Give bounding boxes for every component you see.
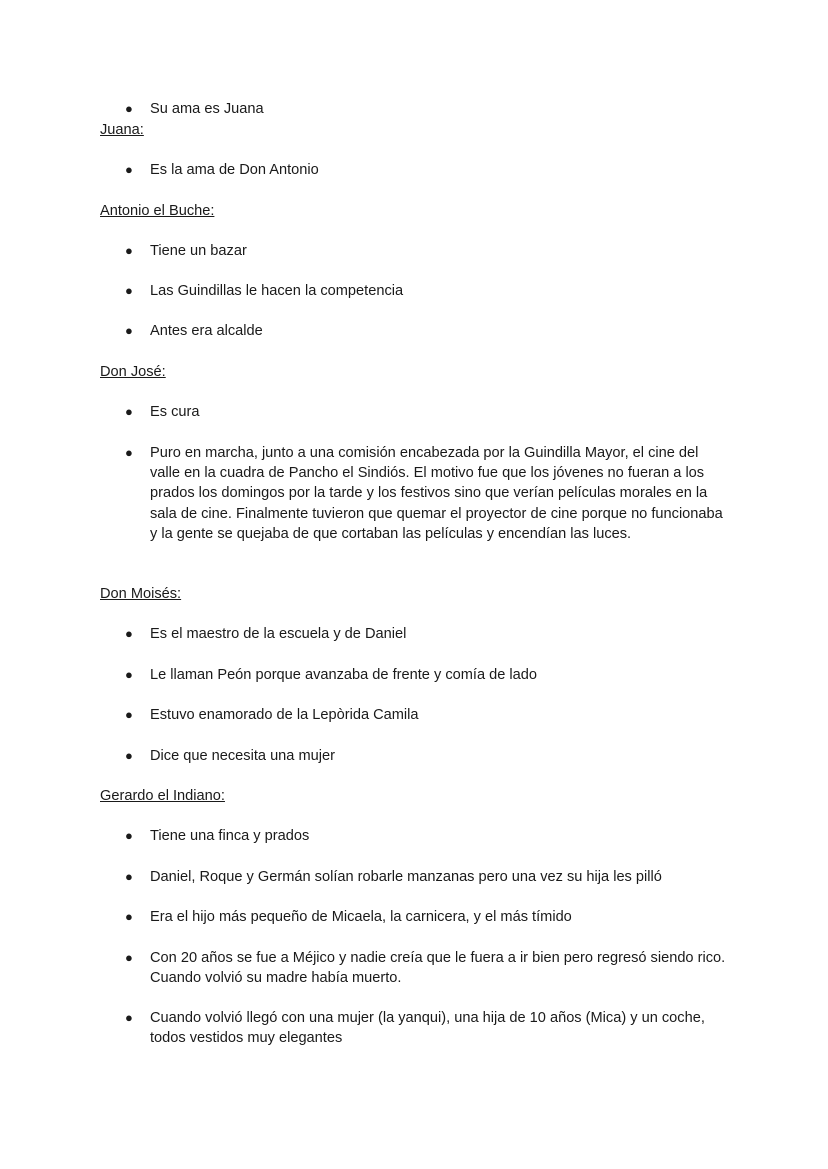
list-item: ● Dice que necesita una mujer — [150, 746, 726, 766]
bullet-icon: ● — [125, 869, 133, 884]
list-item: ● Cuando volvió llegó con una mujer (la yanqui), una hija de 10 años (Mica) y un coche, todos vestidos muy elegantes — [125, 1010, 705, 1047]
bullet-icon: ● — [125, 162, 133, 177]
bullet-icon: ● — [125, 909, 133, 924]
list-item: ● Es el maestro de la escuela y de Daniel — [150, 624, 726, 644]
bullet-icon: ● — [125, 626, 133, 641]
list-item: ● Su ama es Juana — [150, 99, 726, 119]
list-item: ● Tiene una finca y prados — [150, 826, 726, 846]
list-item: ● Es la ama de Don Antonio — [150, 160, 726, 180]
bullet-icon: ● — [125, 243, 133, 258]
bullet-icon: ● — [125, 707, 133, 722]
list-item: ● Daniel, Roque y Germán solían robarle manzanas pero una vez su hija les pilló — [150, 867, 726, 887]
list-item: ● Estuvo enamorado de la Lepòrida Camila — [150, 705, 726, 725]
bullet-icon: ● — [125, 950, 133, 965]
list-item: ● Era el hijo más pequeño de Micaela, la carnicera, y el más tímido — [150, 907, 726, 927]
bullet-icon: ● — [125, 1010, 133, 1025]
section-heading-antonio-el-buche: Antonio el Buche: — [100, 203, 215, 219]
bullet-icon: ● — [125, 667, 133, 682]
bullet-icon: ● — [125, 323, 133, 338]
list-item: ● Antes era alcalde — [150, 321, 726, 341]
bullet-icon: ● — [125, 445, 133, 460]
list-item: ● Puro en marcha, junto a una comisión encabezada por la Guindilla Mayor, el cine del valle en la cuadra de Pancho el Sindiós. El motivo fue que los jóvenes no fueran a los prados los domingos por la tarde y los festivos sino que verían películas morales en la sala de cine. Finalmente tuvieron que quemar el proyector de cine porque no funcionaba y la gente se quejaba de que cortaban las películas y encendían las luces. — [125, 445, 723, 542]
list-item: ● Tiene un bazar — [150, 241, 726, 261]
section-heading-don-moises: Don Moisés: — [100, 586, 182, 602]
list-item: ● Le llaman Peón porque avanzaba de frente y comía de lado — [150, 665, 726, 685]
list-item: ● Las Guindillas le hacen la competencia — [150, 281, 726, 301]
bullet-icon: ● — [125, 828, 133, 843]
list-item: ● Con 20 años se fue a Méjico y nadie creía que le fuera a ir bien pero regresó siendo rico. Cuando volvió su madre había muerto. — [125, 950, 726, 987]
list-item: ● Es cura — [150, 402, 726, 422]
bullet-icon: ● — [125, 283, 133, 298]
bullet-icon: ● — [125, 404, 133, 419]
bullet-icon: ● — [125, 748, 133, 763]
bullet-icon: ● — [125, 101, 133, 116]
section-heading-juana: Juana: — [100, 122, 144, 138]
section-heading-gerardo-el-indiano: Gerardo el Indiano: — [100, 788, 225, 804]
section-heading-don-jose: Don José: — [100, 364, 166, 380]
